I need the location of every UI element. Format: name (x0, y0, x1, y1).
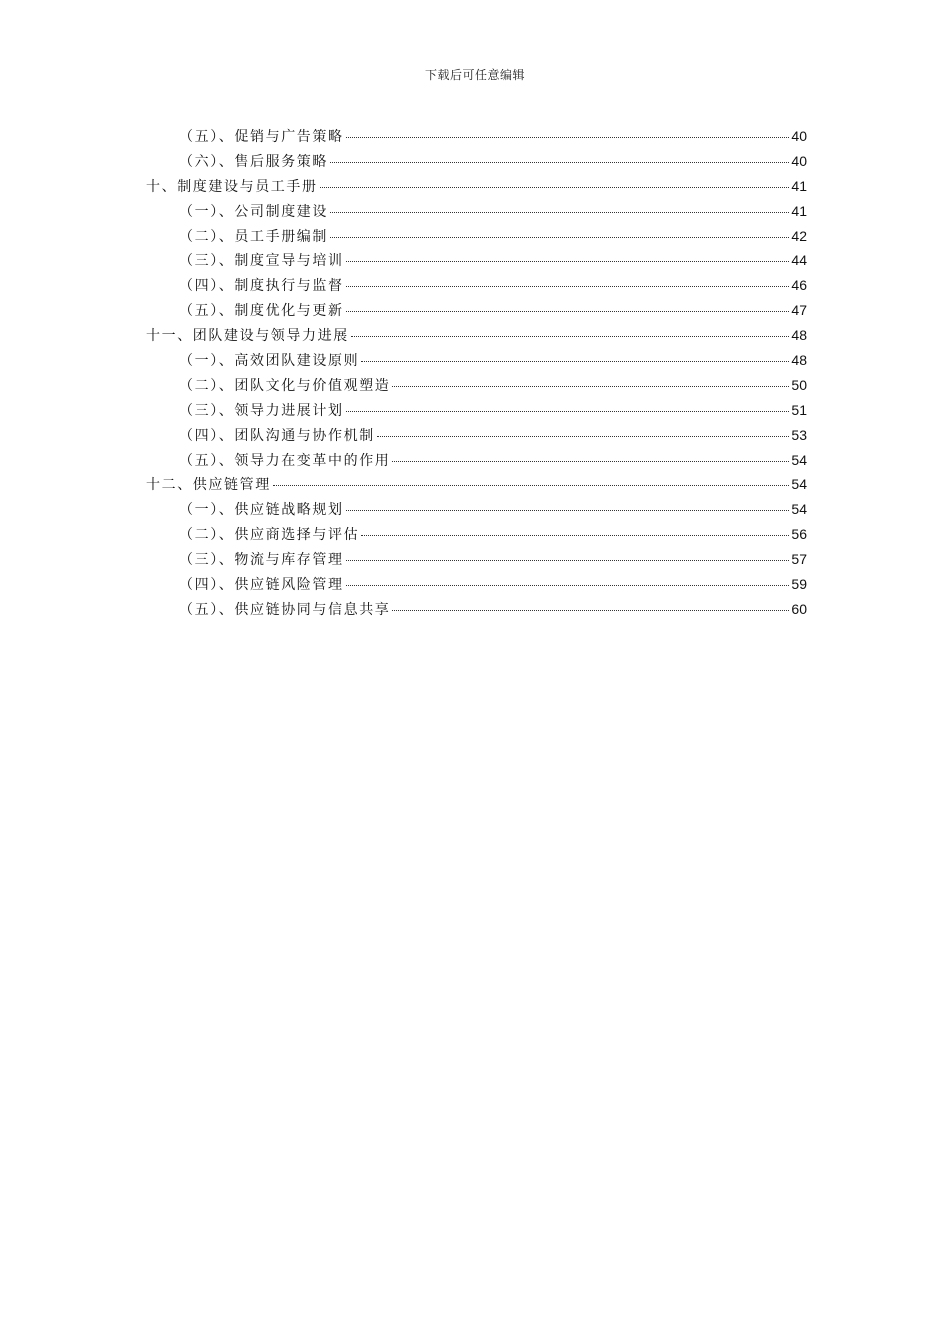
toc-entry-page-number: 46 (791, 277, 807, 294)
table-of-contents (146, 126, 807, 624)
toc-entry-page-number: 56 (791, 526, 807, 543)
toc-entry-title: （二）、供应商选择与评估 (179, 527, 360, 544)
toc-entry-page-number: 40 (791, 128, 807, 144)
toc-dot-leader (377, 436, 790, 437)
toc-entry[interactable] (146, 176, 807, 201)
toc-entry-page-number: 50 (791, 376, 807, 393)
toc-entry-page-number: 41 (791, 177, 807, 194)
toc-dot-leader (346, 510, 790, 511)
page-header: 下载后可任意编辑 (424, 68, 525, 82)
toc-dot-leader (361, 361, 789, 362)
toc-dot-leader (273, 485, 790, 486)
toc-entry-title: （五）、供应链协同与信息共享 (179, 601, 391, 618)
toc-entry-title: （三）、领导力进展计划 (179, 402, 344, 419)
toc-entry-page-number: 42 (791, 227, 807, 244)
toc-entry-title: （一）、高效团队建设原则 (179, 353, 360, 370)
toc-dot-leader (361, 535, 789, 536)
toc-entry-page-number: 54 (791, 476, 807, 493)
toc-entry-page-number: 48 (791, 327, 807, 344)
toc-entry-title: （四）、制度执行与监督 (179, 278, 344, 295)
toc-entry-title: （二）、员工手册编制 (179, 228, 328, 245)
toc-entry-page-number: 41 (791, 202, 807, 219)
toc-dot-leader (392, 610, 789, 611)
toc-entry-page-number: 59 (791, 576, 807, 593)
toc-entry-title: （三）、制度宣导与培训 (179, 253, 344, 270)
toc-entry-page-number: 54 (791, 501, 807, 518)
toc-entry-title: （五）、制度优化与更新 (179, 303, 344, 320)
toc-entry[interactable] (146, 201, 807, 226)
toc-entry-title: 十一、团队建设与领导力进展 (146, 328, 349, 345)
toc-dot-leader (392, 386, 789, 387)
toc-entry-page-number: 47 (791, 302, 807, 319)
toc-entry-title: （三）、物流与库存管理 (179, 552, 344, 569)
toc-entry[interactable] (146, 325, 807, 350)
toc-entry[interactable] (146, 499, 807, 524)
toc-entry-title: （六）、售后服务策略 (179, 153, 328, 170)
toc-entry[interactable] (146, 375, 807, 400)
toc-entry-page-number: 53 (791, 426, 807, 443)
toc-dot-leader (330, 212, 789, 213)
toc-dot-leader (392, 461, 789, 462)
toc-dot-leader (330, 162, 789, 163)
toc-entry[interactable] (146, 524, 807, 549)
toc-dot-leader (330, 237, 789, 238)
toc-dot-leader (346, 286, 790, 287)
toc-entry[interactable] (146, 250, 807, 275)
toc-entry[interactable] (146, 275, 807, 300)
toc-dot-leader (346, 560, 790, 561)
toc-entry-title: （四）、团队沟通与协作机制 (179, 427, 375, 444)
toc-dot-leader (346, 585, 790, 586)
toc-dot-leader (346, 261, 790, 262)
toc-entry-title: （四）、供应链风险管理 (179, 577, 344, 594)
toc-entry[interactable] (146, 574, 807, 599)
toc-entry-title: （一）、公司制度建设 (179, 203, 328, 220)
toc-entry-title: （五）、促销与广告策略 (179, 129, 344, 145)
toc-entry[interactable] (146, 450, 807, 475)
toc-entry[interactable] (146, 126, 807, 151)
toc-entry-title: 十、制度建设与员工手册 (146, 178, 318, 195)
toc-dot-leader (320, 187, 790, 188)
toc-dot-leader (351, 336, 790, 337)
toc-entry-page-number: 60 (791, 600, 807, 617)
toc-entry-page-number: 57 (791, 551, 807, 568)
toc-entry[interactable] (146, 474, 807, 499)
toc-dot-leader (346, 411, 790, 412)
toc-entry[interactable] (146, 599, 807, 624)
toc-entry-title: （二）、团队文化与价值观塑造 (179, 377, 391, 394)
toc-entry-page-number: 40 (791, 152, 807, 169)
toc-entry-page-number: 44 (791, 252, 807, 269)
toc-entry[interactable] (146, 300, 807, 325)
toc-entry-title: （一）、供应链战略规划 (179, 502, 344, 519)
toc-entry-page-number: 51 (791, 401, 807, 418)
toc-entry-title: （五）、领导力在变革中的作用 (179, 452, 391, 469)
toc-dot-leader (346, 137, 790, 138)
toc-entry[interactable] (146, 151, 807, 176)
toc-entry[interactable] (146, 425, 807, 450)
toc-entry-page-number: 48 (791, 352, 807, 369)
toc-dot-leader (346, 311, 790, 312)
toc-entry-title: 十二、供应链管理 (146, 477, 271, 494)
toc-entry[interactable] (146, 549, 807, 574)
toc-entry[interactable] (146, 400, 807, 425)
toc-entry[interactable] (146, 226, 807, 251)
toc-entry-page-number: 54 (791, 451, 807, 468)
toc-entry[interactable] (146, 350, 807, 375)
